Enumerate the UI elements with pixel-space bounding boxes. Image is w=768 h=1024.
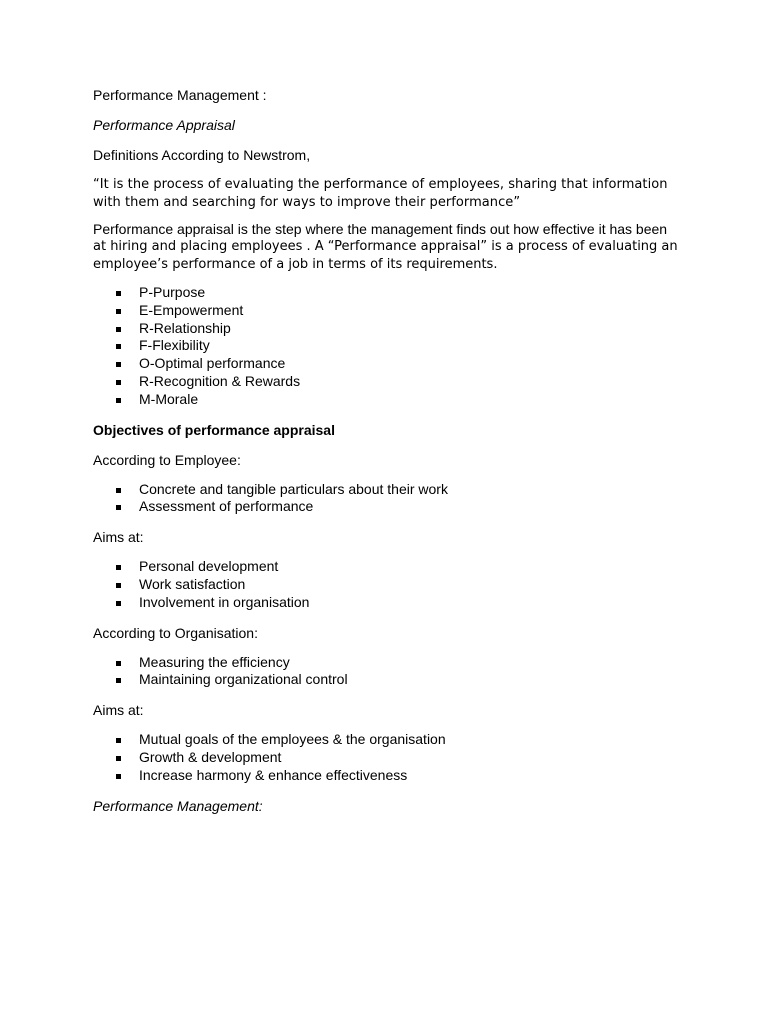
list-item: F-Flexibility [93,337,683,355]
bullet-icon [116,738,121,743]
list-item: Maintaining organizational control [93,671,683,689]
bullet-icon [116,362,121,367]
definitions-intro: Definitions According to Newstrom, [93,147,311,163]
definition-quote: “It is the process of evaluating the performance of employees, sharing that information with them and searching for ways to improve their performance” [93,177,668,210]
document-heading: Performance Management : [93,87,267,103]
bullet-icon [116,398,121,403]
organisation-aims-list [93,731,683,784]
footer-heading: Performance Management: [93,797,263,814]
list-item: Work satisfaction [93,576,683,594]
list-item: Concrete and tangible particulars about their work [93,481,683,499]
organisation-list [93,654,683,690]
aims-label: Aims at: [93,529,144,546]
list-item: Measuring the efficiency [93,654,683,672]
list-item: Involvement in organisation [93,594,683,612]
list-item: R-Relationship [93,320,683,338]
list-item: P-Purpose [93,284,683,302]
bullet-icon [116,505,121,510]
bullet-icon [116,380,121,385]
list-item: Mutual goals of the employees & the organisation [93,731,683,749]
list-item: E-Empowerment [93,302,683,320]
employee-aims-list [93,558,683,611]
objectives-heading: Objectives of performance appraisal [93,421,335,438]
employee-list [93,481,683,517]
bullet-icon [116,661,121,666]
bullet-icon [116,678,121,683]
purpose-list [93,284,683,409]
paragraph-line-3: employee’s performance of a job in terms of its requirements. [93,257,498,272]
employee-intro: According to Employee: [93,451,241,468]
bullet-icon [116,344,121,349]
paragraph-line-2: at hiring and placing employees . A “Performance appraisal” is a process of evaluating an [93,239,678,254]
bullet-icon [116,327,121,332]
appraisal-paragraph [93,220,683,274]
bullet-icon [116,291,121,296]
section-subheading: Performance Appraisal [93,117,235,133]
list-item: M-Morale [93,391,683,409]
bullet-icon [116,774,121,779]
list-item: Growth & development [93,749,683,767]
bullet-icon [116,565,121,570]
organisation-intro: According to Organisation: [93,624,258,641]
bullet-icon [116,583,121,588]
list-item: Increase harmony & enhance effectiveness [93,767,683,785]
bullet-icon [116,601,121,606]
document-content [93,86,683,815]
bullet-icon [116,756,121,761]
list-item: Personal development [93,558,683,576]
bullet-icon [116,488,121,493]
list-item: O-Optimal performance [93,355,683,373]
aims-label: Aims at: [93,702,144,719]
list-item: Assessment of performance [93,498,683,516]
bullet-icon [116,309,121,314]
list-item: R-Recognition & Rewards [93,373,683,391]
paragraph-line-1: Performance appraisal is the step where the management finds out how effective it has been [93,221,668,237]
